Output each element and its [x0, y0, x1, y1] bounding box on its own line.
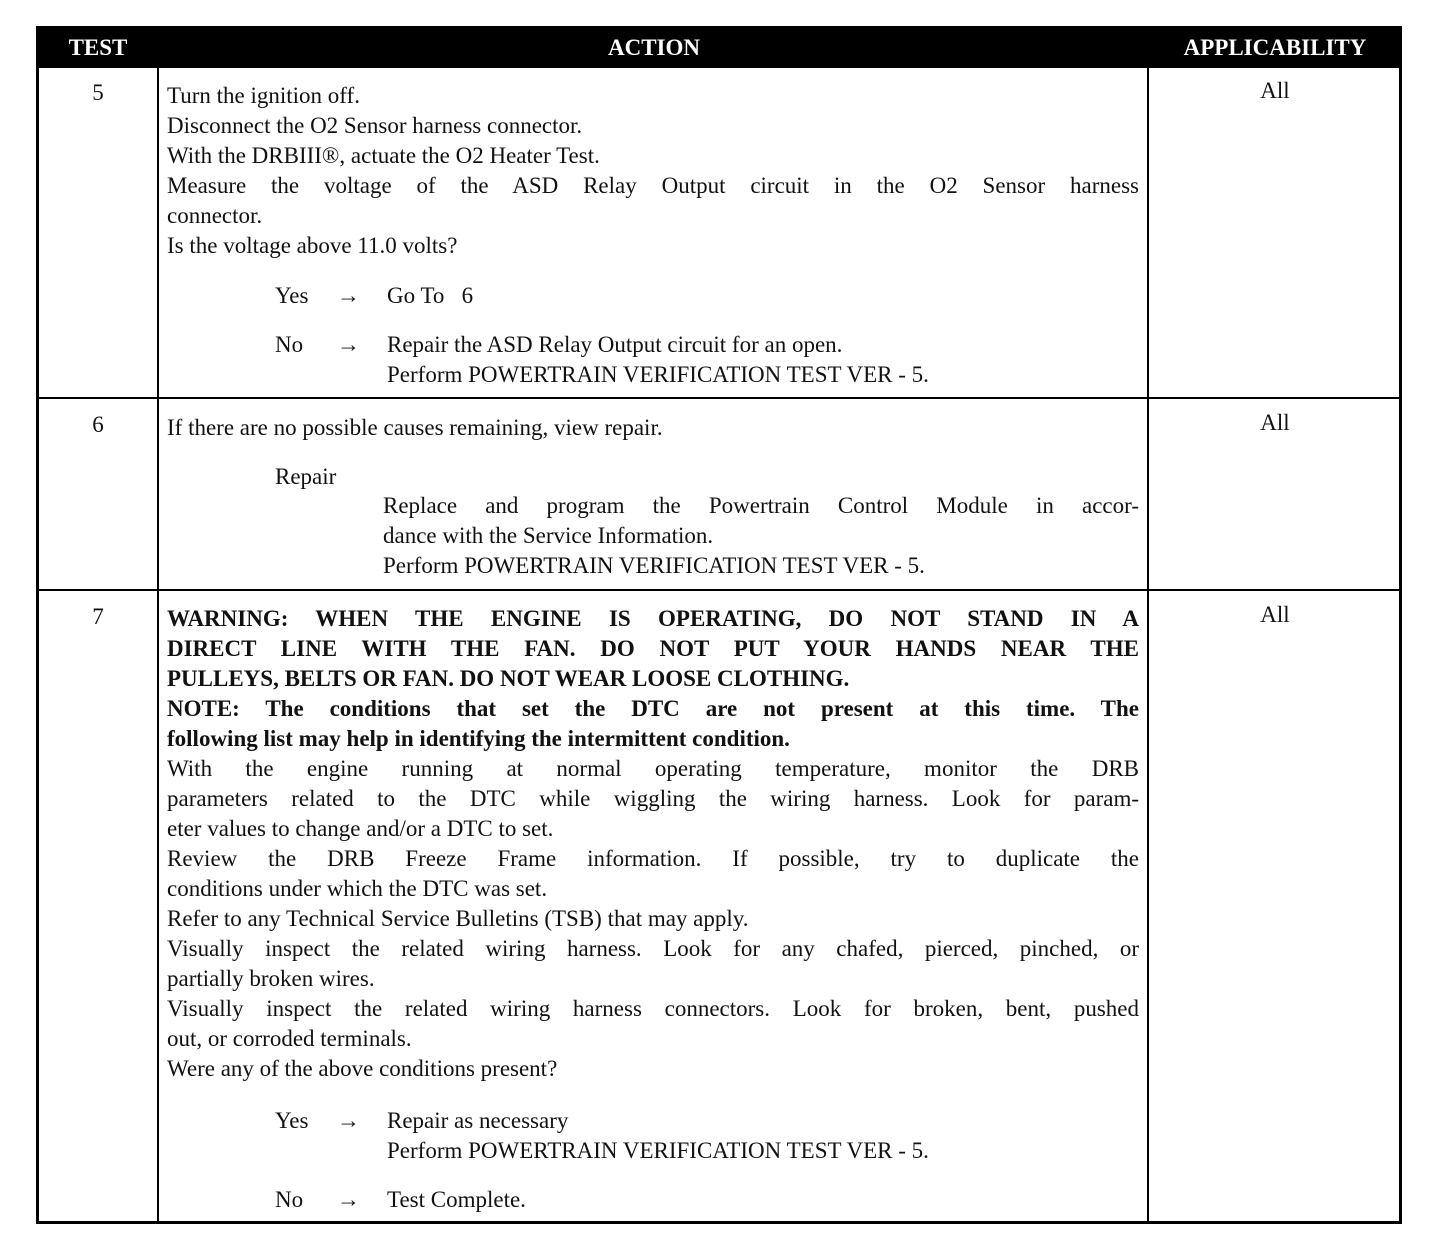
yes-result: Go To 6 [387, 283, 474, 308]
row-divider [39, 397, 1399, 399]
no-label: No [275, 332, 304, 357]
row-divider [39, 589, 1399, 591]
column-divider [1147, 68, 1149, 1221]
arrow-icon: → [337, 1108, 360, 1133]
action-text: If there are no possible causes remaining, view repair. [167, 415, 663, 440]
test-number: 5 [92, 80, 104, 105]
no-label: No [275, 1187, 304, 1212]
applicability-value: All [1260, 602, 1290, 627]
applicability-value: All [1260, 410, 1290, 435]
repair-text: Replace and program the Powertrain Control Module in accor- dance with the Service Information. Perform POWERTRAIN VERIFICATION TEST VER - 5. [383, 493, 1139, 578]
warning-line: DIRECT LINE WITH THE FAN. DO NOT PUT YOUR HANDS NEAR THE [167, 636, 1139, 661]
column-divider [157, 68, 159, 1221]
applicability-value: All [1260, 78, 1290, 103]
test-number: 7 [92, 604, 104, 629]
no-result: Repair the ASD Relay Output circuit for an open. Perform POWERTRAIN VERIFICATION TEST VER - 5. [387, 332, 929, 387]
arrow-icon: → [337, 1187, 360, 1212]
yes-label: Yes [275, 283, 309, 308]
warning-line: PULLEYS, BELTS OR FAN. DO NOT WEAR LOOSE CLOTHING. [167, 666, 850, 691]
header-action: ACTION [607, 35, 700, 60]
diagnostic-table [36, 26, 1402, 1224]
table-header [39, 29, 1399, 68]
warning-line: WARNING: WHEN THE ENGINE IS OPERATING, DO NOT STAND IN A [167, 606, 1139, 631]
yes-result: Repair as necessary Perform POWERTRAIN VERIFICATION TEST VER - 5. [387, 1108, 929, 1163]
header-test: TEST [68, 35, 128, 60]
yes-label: Yes [275, 1108, 309, 1133]
repair-label: Repair [275, 464, 337, 489]
header-applicability: APPLICABILITY [1183, 35, 1367, 60]
action-text: Turn the ignition off. Disconnect the O2 Sensor harness connector. With the DRBIII®, actuate the O2 Heater Test. Measure the voltage of the ASD Relay Output circuit in the O2 Sensor harness connector. Is the voltage above 11.0 volts? [167, 83, 1139, 258]
test-number: 6 [92, 412, 104, 437]
note-line: NOTE: The conditions that set the DTC are not present at this time. The [167, 696, 1139, 721]
note-line: following list may help in identifying the intermittent condition. [167, 726, 790, 751]
arrow-icon: → [337, 332, 360, 357]
no-result: Test Complete. [387, 1187, 526, 1212]
action-text: WARNING: WHEN THE ENGINE IS OPERATING, DO NOT STAND IN A DIRECT LINE WITH THE FAN. DO NOT PUT YOUR HANDS NEAR THE PULLEYS, BELTS OR FAN. DO NOT WEAR LOOSE CLOTHING. NOTE: The conditions that set the DTC are not present at this time. The following list may help in identifying the intermittent condition. With the engine running at normal operating temperature, monitor the DRB parameters related to the DTC while wiggling the wiring harness. Look for param- eter values to change and/or a DTC to set. Review the DRB Freeze Frame information. If possible, try to duplicate the conditions under which the DTC was set. Refer to any Technical Service Bulletins (TSB) that may apply. Visually inspect the related wiring harness. Look for any chafed, pierced, pinched, or partially broken wires. Visually inspect the related wiring harness connectors. Look for broken, bent, pushed out, or corroded terminals. Were any of the above conditions present? [167, 606, 1139, 1081]
arrow-icon: → [337, 283, 360, 308]
